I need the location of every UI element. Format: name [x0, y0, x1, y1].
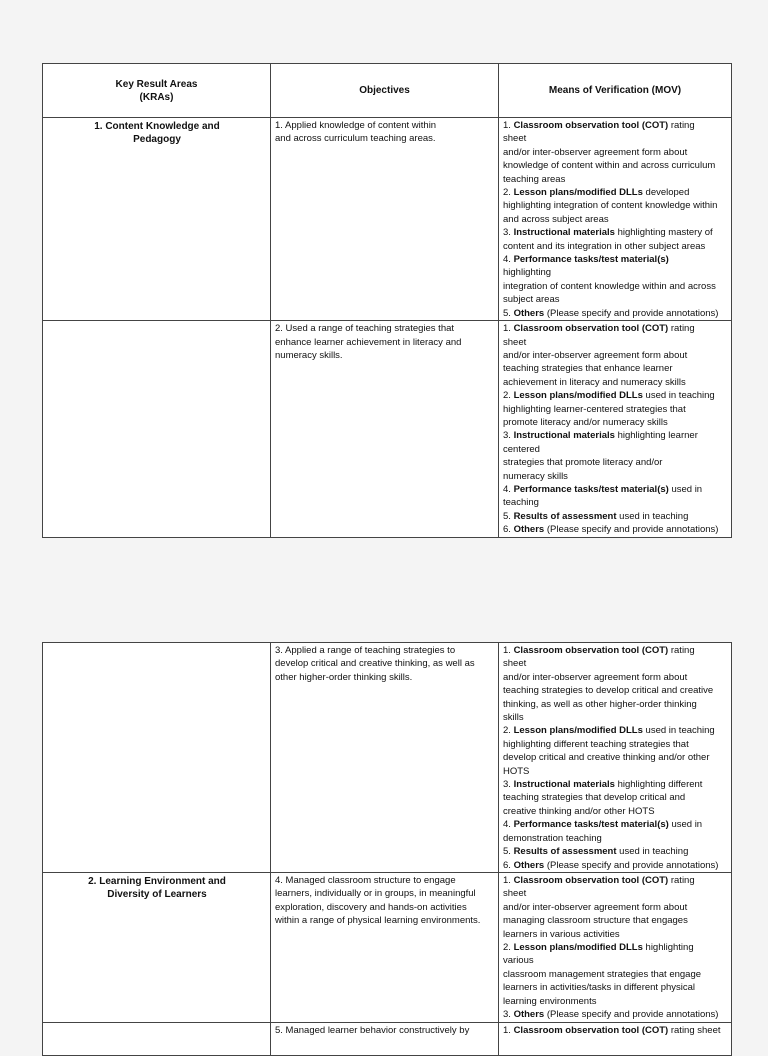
mov-item-description: developed highlighting integration of content knowledge within and across subject areas — [503, 187, 718, 225]
mov-item-description: highlighting various classroom management strategies that engage learners in activities/tasks in different physical learning environments — [503, 941, 702, 1007]
mov-item-number: 5. — [503, 307, 514, 319]
mov-item-description: rating sheet and/or inter-observer agreement form about teaching strategies that enhance learner achievement in literacy and numeracy skills — [503, 323, 695, 388]
objective-cell — [271, 118, 499, 321]
mov-item-number: 2. — [503, 725, 514, 737]
mov-item-description: rating sheet — [668, 1024, 721, 1036]
mov-item-description: (Please specify and provide annotations) — [544, 859, 719, 871]
mov-item-number: 3. — [503, 430, 514, 442]
mov-item-description: highlighting different teaching strategies that develop critical and creative thinking and/or other HOTS — [503, 779, 703, 817]
table-row — [43, 643, 732, 873]
mov-item-number: 1. — [503, 874, 514, 886]
header-objectives — [271, 64, 499, 118]
mov-item-title: Instructional materials — [513, 227, 615, 239]
mov-item-title: Others — [513, 1008, 545, 1020]
mov-item — [503, 941, 728, 1008]
mov-item-title: Lesson plans/modified DLLs — [513, 941, 643, 953]
mov-item-description: rating sheet and/or inter-observer agreement form about managing classroom structure that engages learners in various activities — [503, 874, 695, 940]
mov-item — [503, 1024, 728, 1037]
objective-text: 2. Used a range of teaching strategies that enhance learner achievement in literacy and numeracy skills. — [275, 323, 462, 361]
mov-item-title: Classroom observation tool (COT) — [513, 645, 669, 656]
objective-text: 1. Applied knowledge of content within and across curriculum teaching areas. — [275, 120, 437, 145]
mov-item-title: Lesson plans/modified DLLs — [513, 390, 643, 402]
objective-cell — [271, 643, 499, 873]
objective-text: 5. Managed learner behavior constructively by — [275, 1024, 470, 1036]
mov-item-title: Classroom observation tool (COT) — [513, 1024, 669, 1036]
kra-label: 2. Learning Environment and Diversity of Learners — [88, 875, 226, 900]
mov-item — [503, 523, 728, 536]
mov-cell — [499, 1022, 732, 1055]
mov-item-description: used in teaching highlighting learner-centered strategies that promote literacy and/or numeracy skills — [503, 390, 715, 428]
mov-item-description: used in teaching — [616, 846, 689, 858]
mov-item-title: Lesson plans/modified DLLs — [513, 187, 643, 199]
mov-item — [503, 644, 728, 724]
objective-cell — [271, 1022, 499, 1055]
mov-item — [503, 874, 728, 941]
mov-item-title: Results of assessment — [513, 846, 617, 858]
objective-cell — [271, 872, 499, 1022]
mov-cell — [499, 872, 732, 1022]
mov-item-title: Others — [513, 307, 545, 319]
mov-item — [503, 483, 728, 510]
mov-item-number: 4. — [503, 483, 514, 495]
mov-item-description: used in teaching highlighting different teaching strategies that develop critical and creative thinking and/or other HOTS — [503, 725, 715, 777]
mov-item-number: 3. — [503, 779, 514, 791]
mov-item-title: Classroom observation tool (COT) — [513, 323, 669, 335]
header-kras — [43, 64, 271, 118]
mov-item-title: Instructional materials — [513, 430, 615, 442]
table-row — [43, 118, 732, 321]
mov-item-description: (Please specify and provide annotations) — [544, 524, 719, 536]
mov-cell — [499, 321, 732, 538]
mov-item-number: 2. — [503, 187, 514, 199]
mov-item — [503, 389, 728, 429]
mov-item-title: Instructional materials — [513, 779, 615, 791]
mov-item — [503, 818, 728, 845]
table-row — [43, 872, 732, 1022]
header-mov — [499, 64, 732, 118]
mov-item-description: highlighting mastery of content and its integration in other subject areas — [503, 227, 713, 252]
mov-item-number: 4. — [503, 819, 514, 831]
mov-item — [503, 510, 728, 523]
kra-cell — [43, 643, 271, 873]
mov-item-number: 5. — [503, 510, 514, 522]
header-mov-label: Means of Verification (MOV) — [548, 85, 682, 96]
mov-item — [503, 322, 728, 389]
mov-item-number: 6. — [503, 524, 514, 536]
mov-item — [503, 778, 728, 818]
kra-cell — [43, 872, 271, 1022]
mov-item — [503, 226, 728, 253]
mov-item — [503, 859, 728, 872]
mov-item-description: used in teaching — [616, 510, 689, 522]
mov-item-title: Performance tasks/test material(s) — [513, 819, 669, 831]
kra-cell — [43, 321, 271, 538]
mov-item-number: 6. — [503, 859, 514, 871]
mov-item-title: Results of assessment — [513, 510, 617, 522]
mov-item-number: 1. — [503, 645, 514, 656]
objective-text: 4. Managed classroom structure to engage learners, individually or in groups, in meaningful exploration, discovery and hands-on activities within a range of physical learning environments. — [275, 874, 481, 927]
mov-cell — [499, 643, 732, 873]
header-objectives-label: Objectives — [359, 85, 410, 96]
mov-item-number: 3. — [503, 227, 514, 239]
mov-item — [503, 253, 728, 307]
mov-item — [503, 429, 728, 483]
mov-item-number: 2. — [503, 941, 514, 953]
kra-cell — [43, 1022, 271, 1055]
mov-item-number: 1. — [503, 323, 514, 335]
mov-item-title: Others — [513, 859, 545, 871]
mov-item — [503, 307, 728, 320]
mov-item-description: highlighting integration of content knowledge within and across subject areas — [503, 267, 716, 306]
header-kras-label: Key Result Areas (KRAs) — [115, 78, 198, 103]
mov-item — [503, 724, 728, 778]
mov-item — [503, 186, 728, 226]
mov-item-description: highlighting learner centered strategies that promote literacy and/or numeracy skills — [503, 430, 698, 482]
mov-item-title: Lesson plans/modified DLLs — [513, 725, 643, 737]
mov-item-number: 1. — [503, 1024, 514, 1036]
objective-cell — [271, 321, 499, 538]
mov-item-number: 4. — [503, 254, 514, 266]
mov-item-title: Performance tasks/test material(s) — [513, 483, 669, 495]
mov-item-title: Performance tasks/test material(s) — [513, 254, 669, 266]
mov-item-description: (Please specify and provide annotations) — [544, 1008, 719, 1020]
mov-item-title: Others — [513, 524, 545, 536]
table-header-row — [43, 64, 732, 118]
kra-cell — [43, 118, 271, 321]
kra-table-page-2 — [42, 642, 732, 1056]
mov-item-number: 1. — [503, 120, 514, 131]
kra-label: 1. Content Knowledge and Pedagogy — [94, 121, 220, 145]
mov-item — [503, 1008, 728, 1021]
mov-item-title: Classroom observation tool (COT) — [513, 120, 669, 131]
table-row — [43, 1022, 732, 1055]
mov-item-description: used in demonstration teaching — [503, 819, 703, 844]
mov-item — [503, 119, 728, 186]
mov-item-description: rating sheet and/or inter-observer agreement form about knowledge of content within and across curriculum teaching areas — [503, 120, 716, 185]
mov-item-description: rating sheet and/or inter-observer agreement form about teaching strategies to develop critical and creative thinking, as well as other higher-order thinking skills — [503, 645, 714, 724]
mov-item-title: Classroom observation tool (COT) — [513, 874, 669, 886]
mov-item-description: (Please specify and provide annotations) — [544, 307, 719, 319]
mov-item — [503, 845, 728, 858]
mov-item-number: 2. — [503, 390, 514, 402]
mov-item-number: 5. — [503, 846, 514, 858]
table-row — [43, 321, 732, 538]
objective-text: 3. Applied a range of teaching strategies to develop critical and creative thinking, as well as other higher-order thinking skills. — [275, 645, 475, 683]
mov-item-description: used in teaching — [503, 483, 703, 509]
mov-cell — [499, 118, 732, 321]
mov-item-number: 3. — [503, 1008, 514, 1020]
kra-table-page-1 — [42, 63, 732, 538]
